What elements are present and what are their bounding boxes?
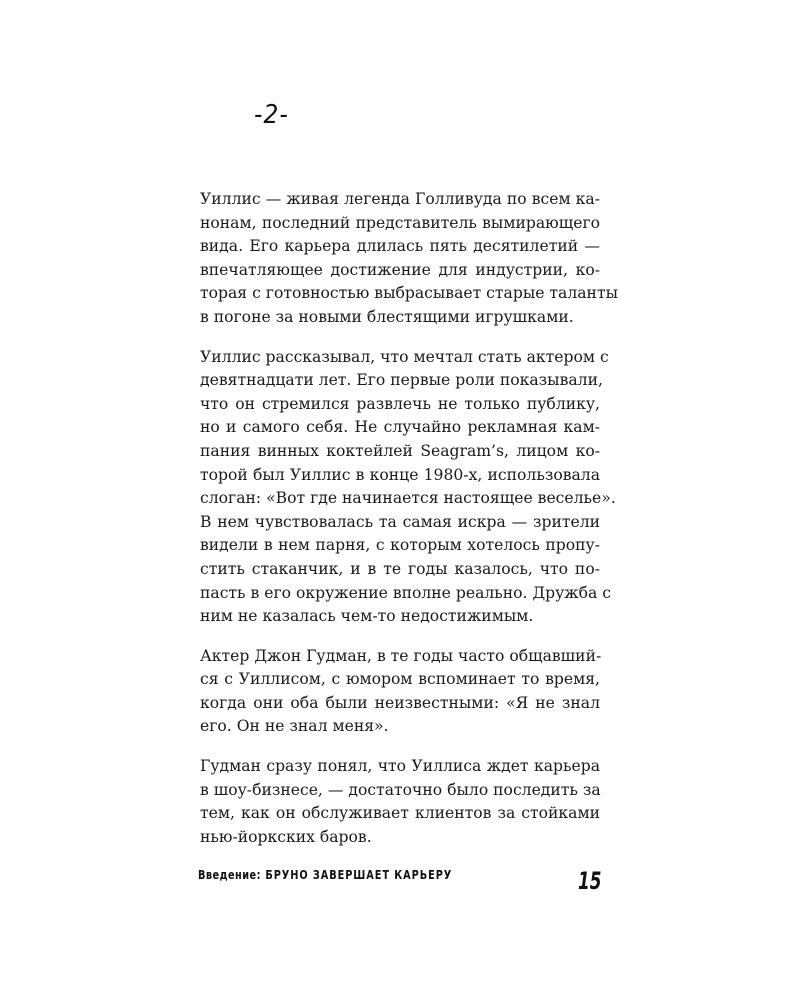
paragraph-4 — [200, 755, 600, 849]
text-line: стить стаканчик, и в те годы казалось, что по- — [200, 559, 600, 578]
text-line: нонам, последний представитель вымирающего — [200, 213, 600, 232]
text-line: что он стремился развлечь не только публику, — [200, 394, 600, 413]
running-footer-title — [198, 867, 452, 882]
text-line: пасть в его окружение вполне реально. Дружба с — [200, 583, 612, 602]
section-marker: -2- — [254, 100, 289, 130]
chapter-title: БРУНО ЗАВЕРШАЕТ КАРЬЕРУ — [265, 867, 453, 882]
text-line: когда они оба были неизвестными: «Я не знал — [200, 693, 600, 712]
text-line: Гудман сразу понял, что Уиллиса ждет карьера — [200, 757, 600, 776]
text-line: в шоу-бизнесе, — достаточно было последить за — [200, 780, 601, 799]
text-line: нью-йоркских баров. — [200, 827, 372, 846]
text-line: в погоне за новыми блестящими игрушками. — [200, 307, 574, 326]
paragraph-1 — [200, 188, 618, 330]
text-line: тем, как он обслуживает клиентов за стойками — [200, 804, 600, 823]
text-line: В нем чувствовалась та самая искра — зрители — [200, 512, 600, 531]
text-line: Уиллис рассказывал, что мечтал стать актером с — [200, 347, 609, 366]
text-line: но и самого себя. Не случайно рекламная кам- — [200, 418, 600, 437]
text-line: пания винных коктейлей Seagram’s, лицом ко- — [200, 441, 600, 460]
text-line: девятнадцати лет. Его первые роли показывали, — [200, 371, 603, 390]
text-line: его. Он не знал меня». — [200, 717, 389, 736]
text-line: вида. Его карьера длилась пять десятилетий — — [200, 237, 600, 256]
text-line: ним не казалась чем-то недостижимым. — [200, 607, 534, 626]
text-line: торой был Уиллис в конце 1980-х, использовала — [200, 465, 600, 484]
text-line: Уиллис — живая легенда Голливуда по всем ка- — [200, 190, 600, 208]
paragraph-2 — [200, 346, 616, 629]
paragraph-3 — [200, 645, 600, 739]
page-number: 15 — [578, 867, 602, 895]
text-line: Актер Джон Гудман, в те годы часто общавший- — [200, 646, 602, 665]
text-line: видели в нем парня, с которым хотелось пропу- — [200, 536, 600, 555]
text-line: торая с готовностью выбрасывает старые таланты — [200, 284, 618, 303]
text-line: впечатляющее достижение для индустрии, ко- — [200, 260, 600, 279]
text-line: слоган: «Вот где начинается настоящее веселье». — [200, 489, 616, 508]
text-line: ся с Уиллисом, с юмором вспоминает то время, — [200, 670, 600, 689]
chapter-prefix: Введение: — [198, 867, 261, 882]
body-text — [200, 188, 618, 865]
